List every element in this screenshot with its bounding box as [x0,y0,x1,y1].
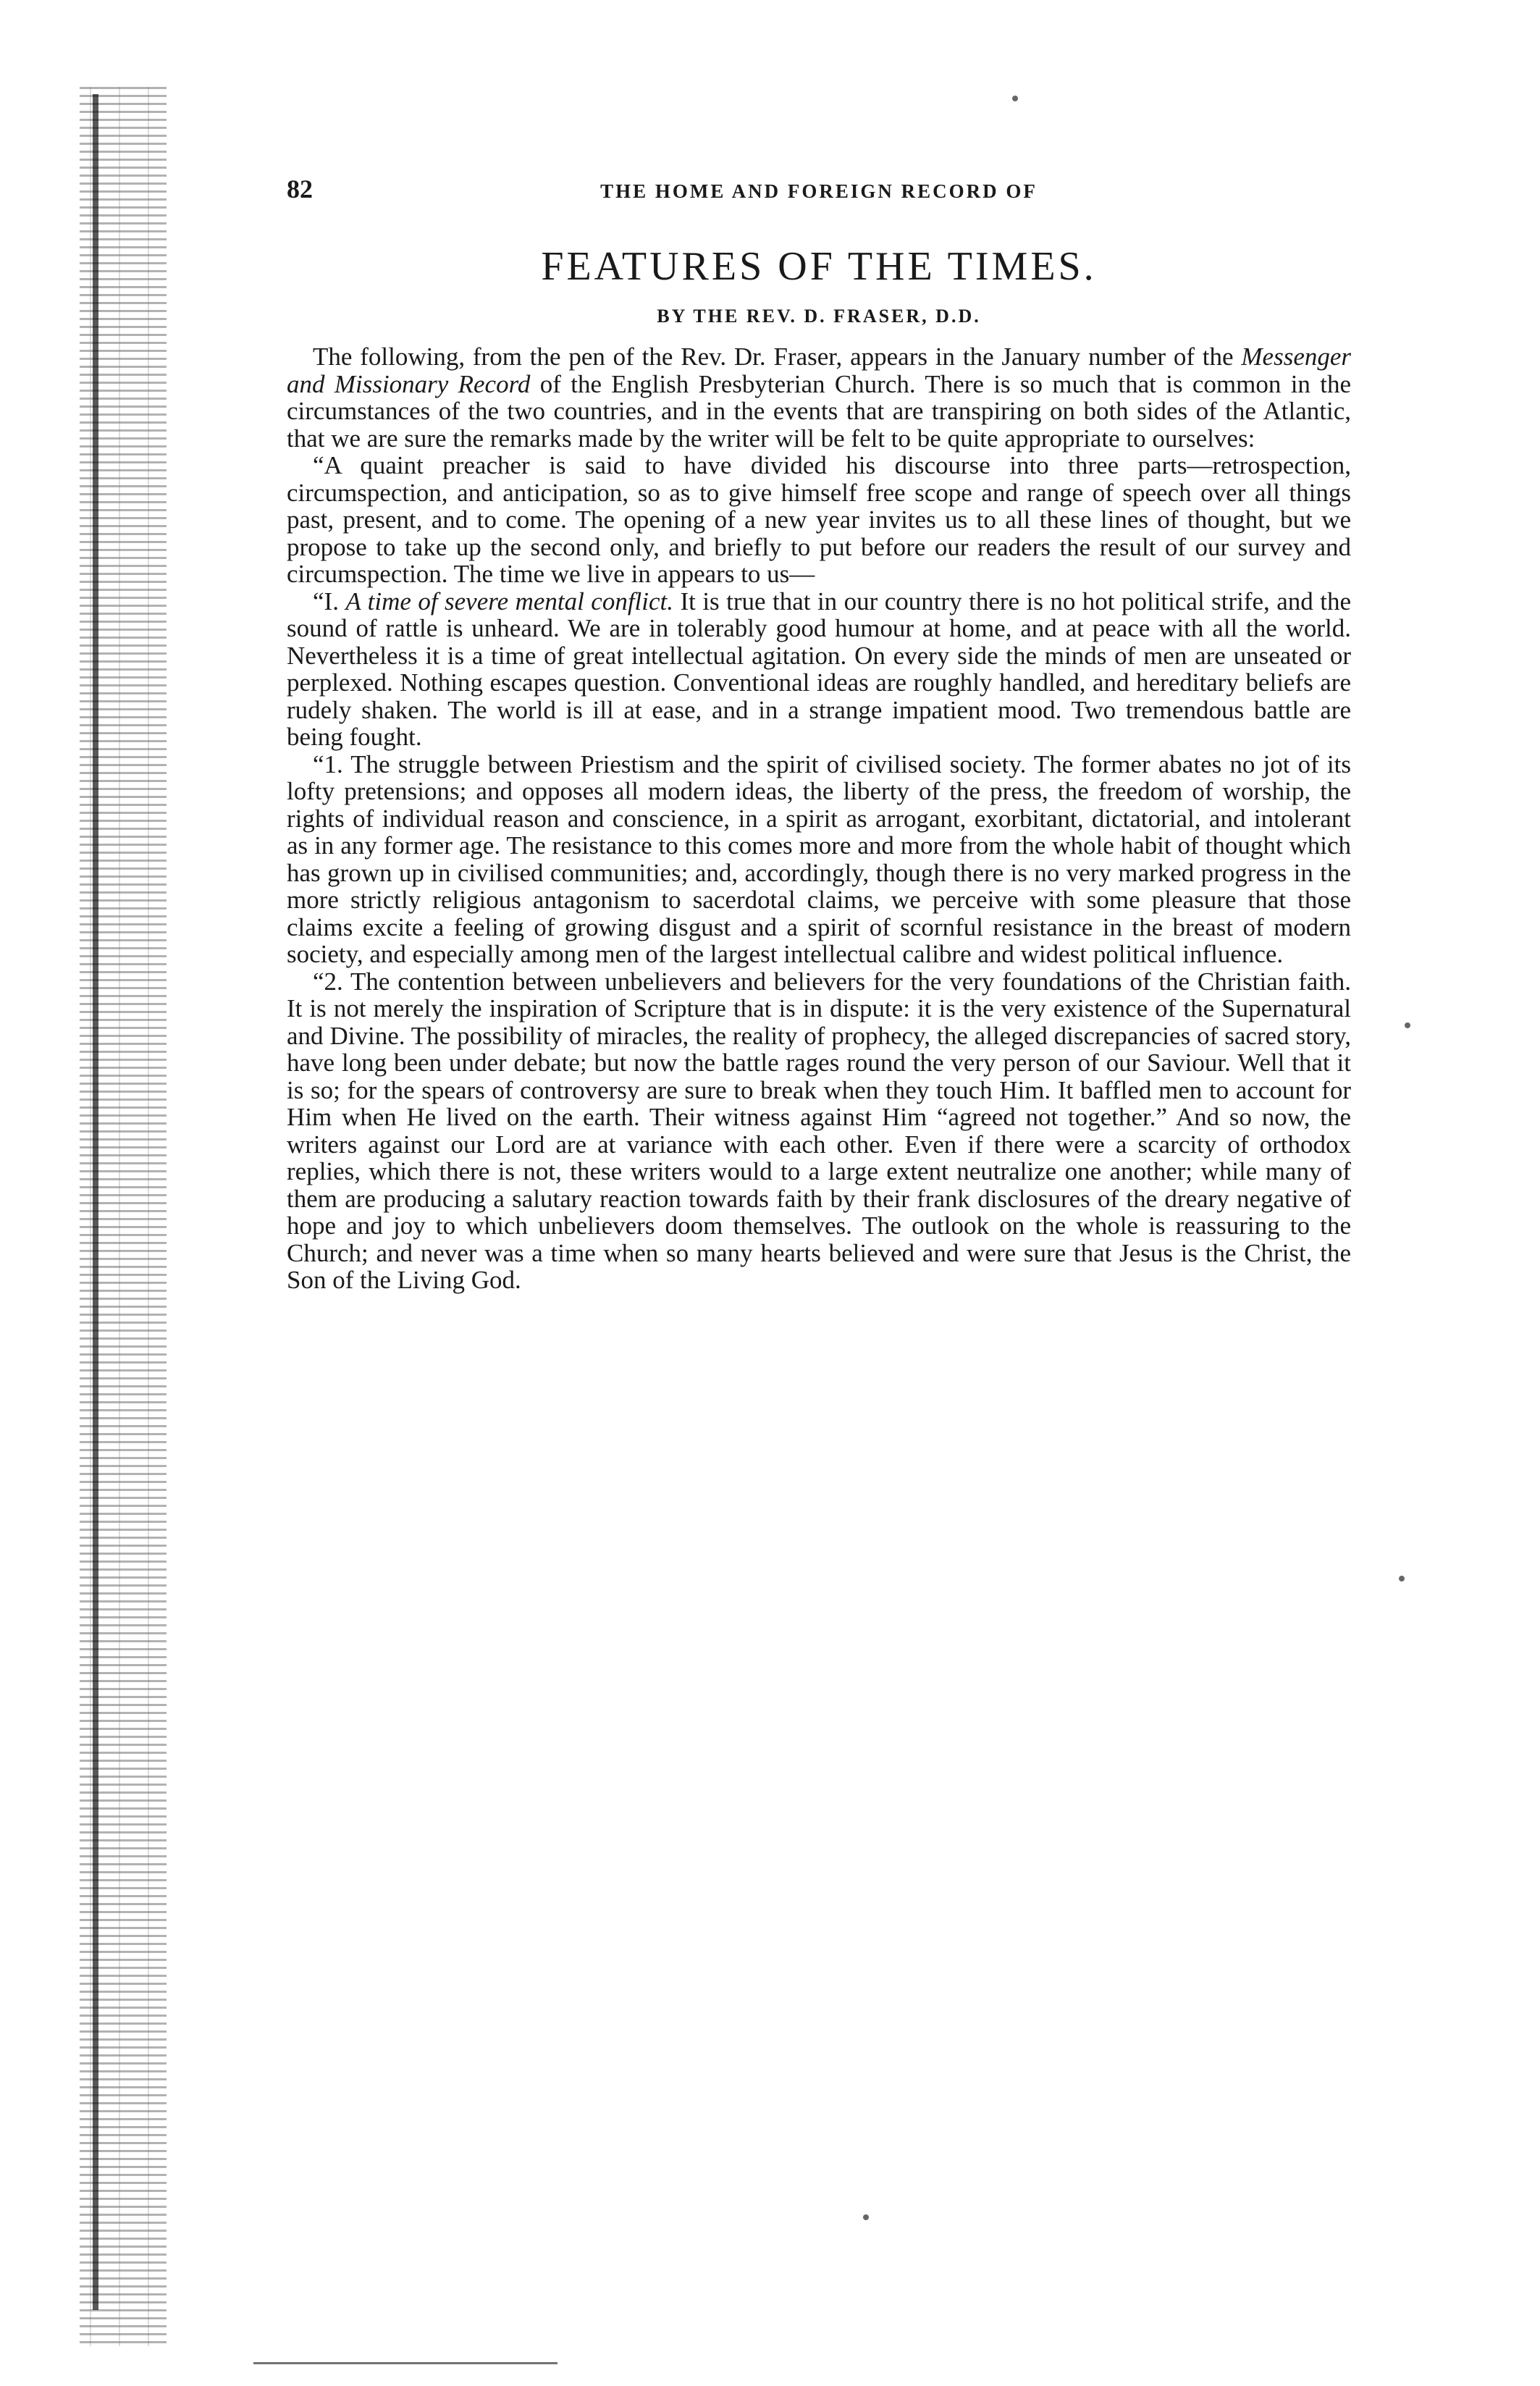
paragraph-unbelievers: “2. The contention between unbelievers and believers for the very foundations of the Christian faith. It is not merely the inspiration of Scripture that is in dispute: it is the very existence of the Supernatural and Divine. The possibility of miracles, the reality of prophecy, the alleged discrepancies of sacred story, have long been under debate; but now the battle rages round the very person of our Saviour. Well that it is so; for the spears of controversy are sure to break when they touch Him. It baffled men to account for Him when He lived on the earth. Their witness against Him “agreed not together.” And so now, the writers against our Lord are at variance with each other. Even if there were a scarcity of orthodox replies, which there is not, these writers would to a large extent neutralize one another; while many of them are producing a salutary reaction towards faith by their frank disclosures of the dreary negative of hope and joy to which unbelievers doom themselves. The outlook on the whole is reassuring to the Church; and never was a time when so many hearts believed and were sure that Jesus is the Christ, the Son of the Living God. [287,967,1351,1294]
bottom-rule [253,2362,557,2364]
paragraph-intro-rest: of the English Presbyterian Church. There is so much that is common in the circumstances of the two countries, and in the events that are transpiring on both sides of the Atlantic, that we are sure the remarks made by the writer will be felt to be quite appropriate to ourselves: [287,369,1351,453]
article-body [287,343,1351,1294]
ink-speck [863,2214,869,2220]
page-number: 82 [287,175,313,203]
ink-speck [1405,1022,1410,1028]
section-one-text: It is true that in our country there is no hot political strife, and the sound of rattle is unheard. We are in tolerably good humour at home, and at peace with all the world. Nevertheless it is a time of great intellectual agitation. On every side the minds of men are unseated or perplexed. Nothing escapes question. Conventional ideas are roughly handled, and hereditary beliefs are rudely shaken. The world is ill at ease, and in a strange impatient mood. Two tremendous battle are being fought. [287,587,1352,751]
paragraph-intro-text: The following, from the pen of the Rev. Dr. Fraser, appears in the January number of the [313,343,1234,371]
section-one-heading: A time of severe mental conflict. [345,587,674,616]
paragraph-quaint-preacher: “A quaint preacher is said to have divided his discourse into three parts—retrospection, circumspection, and anticipation, so as to give himself free scope and range of speech over all things past, present, and to come. The opening of a new year invites us to all these lines of thought, but we propose to take up the second only, and briefly to put before our readers the result of our survey and circumspection. The time we live in appears to us— [287,451,1351,588]
article-title: FEATURES OF THE TIMES. [541,244,1097,289]
article-byline: BY THE REV. D. FRASER, D.D. [657,306,981,327]
running-head [287,174,1351,217]
publication-name: Messenger and Missionary Record [287,343,1352,398]
ink-speck [1012,96,1018,101]
page-content [287,174,1351,1294]
binding-line [93,94,98,2310]
paragraph-section-one [287,588,1351,751]
section-one-numeral: “I. [313,587,339,616]
running-head-title: THE HOME AND FOREIGN RECORD OF [600,180,1038,202]
paragraph-intro [287,343,1351,452]
paragraph-priestism: “1. The struggle between Priestism and the spirit of civilised society. The former abates no jot of its lofty pretensions; and opposes all modern ideas, the liberty of the press, the freedom of worship, the rights of individual reason and conscience, in a spirit as arrogant, exorbitant, dictatorial, and intolerant as in any former age. The resistance to this comes more and more from the whole habit of thought which has grown up in civilised communities; and, accordingly, though there is no very marked progress in the more strictly religious antagonism to sacerdotal claims, we perceive with some pleasure that those claims excite a feeling of growing disgust and a spirit of scornful resistance in the breast of modern society, and especially among men of the largest intellectual calibre and widest political influence. [287,749,1351,968]
ink-speck [1399,1576,1405,1581]
